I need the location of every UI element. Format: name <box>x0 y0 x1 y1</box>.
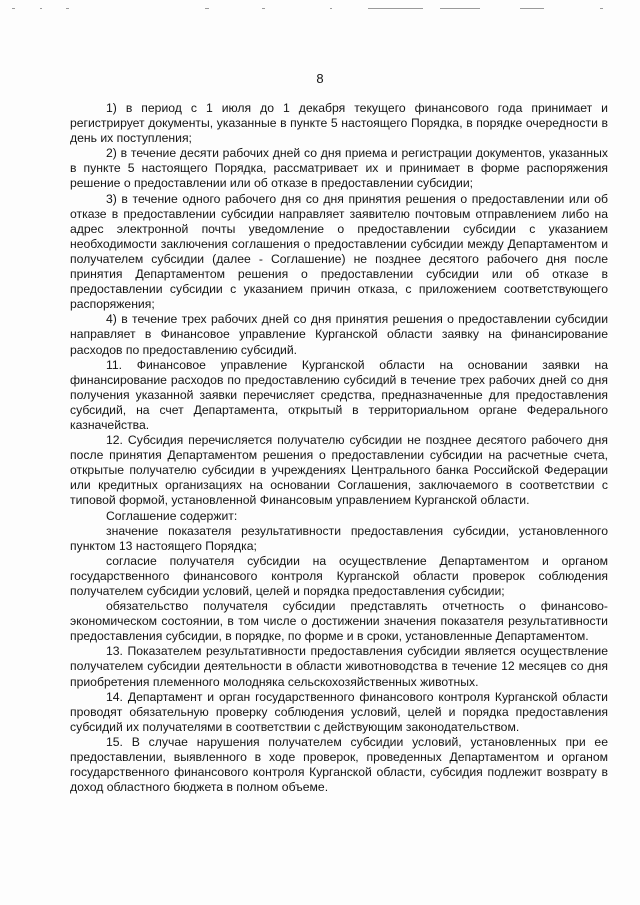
agreement-item-consent: согласие получателя субсидии на осуществление Департаментом и органом государственного финансового контроля Курганской области проверок соблюдения получателем субсидии условий, целей и порядка предоставления субсидии; <box>70 553 608 598</box>
paragraph-item-4: 4) в течение трех рабочих дней со дня принятия решения о предоставлении субсидии направляет в Финансовое управление Курганской области заявку на финансирование расходов по предоставлению субсидий. <box>70 312 608 357</box>
agreement-item-indicator: значение показателя результативности предоставления субсидии, установленного пунктом 13 настоящего Порядка; <box>70 523 608 553</box>
paragraph-item-3: 3) в течение одного рабочего дня со дня принятия решения о предоставлении или об отказе в предоставлении субсидии направляет заявителю почтовым отправлением либо на адрес электронной почты уведомление о предоставлении субсидии с указанием необходимости заключения соглашения о предоставлении субсидии между Департаментом и получателем субсидии (далее - Соглашение) не позднее десятого рабочего дня после принятия Департаментом решения о предоставлении субсидии или об отказе в предоставлении субсидии с указанием причин отказа, с приложением соответствующего распоряжения; <box>70 191 608 312</box>
page-number: 8 <box>316 71 324 86</box>
agreement-contents-heading: Соглашение содержит: <box>106 508 238 523</box>
scan-artifact-line <box>0 6 640 12</box>
paragraph-item-2: 2) в течение десяти рабочих дней со дня приема и регистрации документов, указанных в пункте 5 настоящего Порядка, рассматривает их и принимает в форме распоряжения решение о предоставлении или об отказе в предоставлении субсидии; <box>70 146 608 191</box>
paragraph-item-1: 1) в период с 1 июля до 1 декабря текущего финансового года принимает и регистрирует документы, указанные в пункте 5 настоящего Порядка, в порядке очередности в день их поступления; <box>70 101 608 146</box>
paragraph-clause-14: 14. Департамент и орган государственного финансового контроля Курганской области проводят обязательную проверку соблюдения условий, целей и порядка предоставления субсидий их получателями в соответствии с действующим законодательством. <box>70 689 608 734</box>
paragraph-clause-13: 13. Показателем результативности предоставления субсидии является осуществление получателем субсидии деятельности в области животноводства в течение 12 месяцев со дня приобретения племенного молодняка сельскохозяйственных животных. <box>70 644 608 689</box>
document-body <box>70 101 608 795</box>
paragraph-clause-11: 11. Финансовое управление Курганской области на основании заявки на финансирование расходов по предоставлению субсидий в течение трех рабочих дней со дня получения указанной заявки перечисляет средства, предназначенные для предоставления субсидий, на счет Департамента, открытый в территориальном органе Федерального казначейства. <box>70 357 608 432</box>
paragraph-clause-15: 15. В случае нарушения получателем субсидии условий, установленных при ее предоставлении, выявленного в ходе проверок, проведенных Департаментом и органом государственного финансового контроля Курганской области, субсидия подлежит возврату в доход областного бюджета в полном объеме. <box>70 734 608 795</box>
agreement-item-reporting: обязательство получателя субсидии представлять отчетность о финансово-экономическом состоянии, в том числе о достижении значения показателя результативности предоставления субсидии, в порядке, по форме и в сроки, установленные Департаментом. <box>70 599 608 644</box>
paragraph-clause-12: 12. Субсидия перечисляется получателю субсидии не позднее десятого рабочего дня после принятия Департаментом решения о предоставлении субсидии на расчетные счета, открытые получателю субсидии в учреждениях Центрального банка Российской Федерации или кредитных организациях на основании Соглашения, заключаемого в соответствии с типовой формой, установленной Финансовым управлением Курганской области. <box>70 433 608 508</box>
